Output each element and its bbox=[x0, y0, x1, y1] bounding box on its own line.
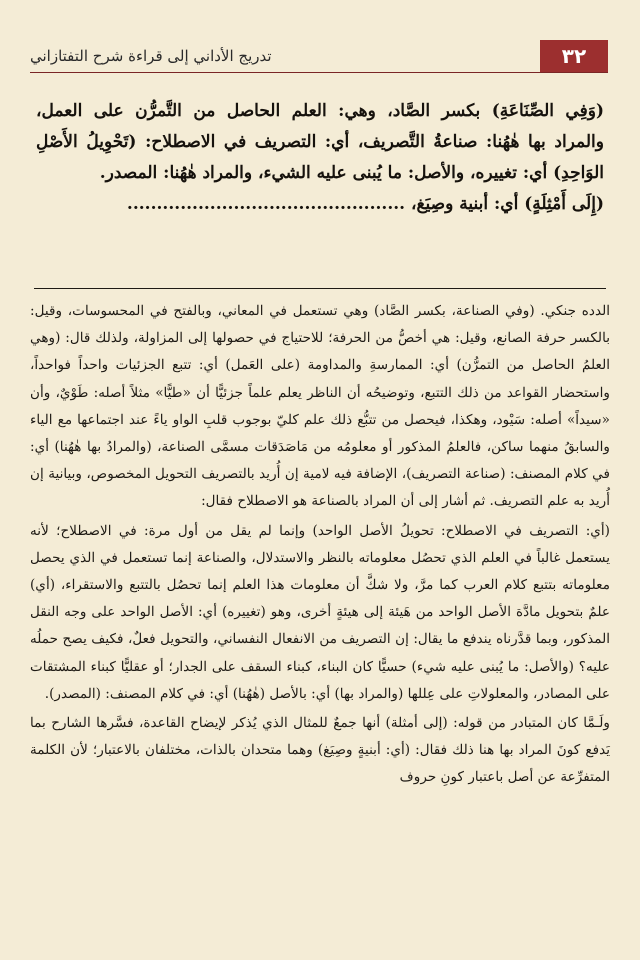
commentary-text bbox=[30, 298, 610, 792]
matn-explanation: أي: أبنية وصِيَغ، bbox=[411, 194, 525, 214]
matn-quote: (وَفِي الصِّنَاعَةِ) bbox=[491, 101, 604, 121]
matn-paragraph bbox=[36, 96, 604, 189]
running-title: تدريج الأداني إلى قراءة شرح التفتازاني bbox=[30, 47, 272, 65]
page-number: ٣٢ bbox=[540, 40, 608, 72]
continuation-dots: ............................................... bbox=[126, 194, 412, 214]
matn-quote: (إِلَى أَمْثِلَةٍ) bbox=[524, 194, 604, 214]
matn-text bbox=[36, 96, 604, 220]
matn-paragraph bbox=[36, 189, 604, 220]
matn-quote: (تَحْوِيلُ الأَصْلِ الوَاحِدِ) bbox=[36, 132, 604, 183]
matn-commentary-separator bbox=[34, 288, 606, 289]
matn-explanation: أي: تغييره، والأصل: ما يُبنى عليه الشيء، والمراد هٰهُنا: المصدر. bbox=[99, 163, 554, 183]
matn-explanation: بكسر الصَّاد، وهي: العلم الحاصل من التَّمرُّن على العمل، والمراد بها هٰهُنا: صناعةُ التَّصريف، أي: التصريف في الاصطلاح: bbox=[36, 101, 604, 152]
commentary-paragraph: الدده جنكي. (وفي الصناعة، بكسر الصَّاد) وهي تستعمل في المعاني، وبالفتح في المحسوسات، وقيل: بالكسر حرفة الصانع، وقيل: هي أخصُّ من الحرفة؛ للاحتياج في حصولها إلى المزاولة، ولذلك قال: (وهي العلمُ الحاصل من التمرُّن) أي: الممارسةِ والمداومة (على العَمل) أي: تتبع الجزئيات واحداً فواحداً، واستحضار القواعد من ذلك التتبع، وتوضيحُه أن الناظر يعلم علماً جزئيًّا أن «طيًّا» مثلاً أصله: طَوْيٌ، وأن «سيداً» أصله: سَيْود، وهكذا، فيحصل من تتبُّع ذلك علم كليّ بوجوب قلبِ الواو ياءً عند اجتماعها مع الياء والسابقُ منهما ساكن، فالعلمُ المذكور أو معلومُه من مَاصَدَقات مسمَّى الصناعة، (والمرادُ بها هٰهُنا) أي: في كلام المصنف: (صناعة التصريف)، الإضافة فيه لامية إن أُريد بالتصريف التحويل المخصوص، وبيانية إن أُريد به علم التصريف. ثم أشار إلى أن المراد بالصناعة هو الاصطلاح فقال: bbox=[30, 303, 610, 510]
commentary-paragraph: ولَـمَّا كان المتبادر من قوله: (إلى أمثلة) أنها جمعٌ للمثال الذي يُذكر لإيضاح القاعدة، فسَّرها الشارح بما يَدفع كونَ المراد بها هنا ذلك فقال: (أي: أبنيةٍ وصِيَغ) وهما متحدان بالذات، مختلفان بالاعتبار؛ لأن الكلمة المتفرِّعة عن أصل باعتبار كونِ حروف bbox=[30, 715, 610, 786]
header-divider bbox=[30, 72, 608, 73]
commentary-paragraph: (أي: التصريف في الاصطلاح: تحويلُ الأصل الواحد) وإنما لم يقل من أول مرة: في الاصطلاح؛ لأنه يستعمل غالباً في العلم الذي تحصُل معلوماته بالنظر والاستدلال، والصناعة إنما تستعمل في الذي يحصل معلوماته بتتبع كلام العرب كما مرَّ، ولا شكَّ أن معلومات هذا العلم إنما تحصُل بالتتبع والاستقراء، (أي) علمٌ بتحويل مادَّة الأصل الواحد من هَيئة إلى هيئةٍ أخرى، وهو (تغييره) أي: الأصل الواحد على وجه النقل المذكور، وبما قدَّرناه يندفع ما يقال: إن التصريف من الانفعال النفساني، والتحويل فعلٌ، فكيف يصح حملُه عليه؟ (والأصل: ما يُبنى عليه شيء) حسيًّا كان البناء، كبناء السقف على الجدار؛ أو عقليًّا كبناء المشتقات على المصادر، والمعلولاتِ على عِللها (والمراد بها) أي: بالأصل (هٰهُنا) أي: في كلام المصنف: (المصدر). bbox=[30, 522, 610, 702]
page-header bbox=[0, 0, 640, 80]
